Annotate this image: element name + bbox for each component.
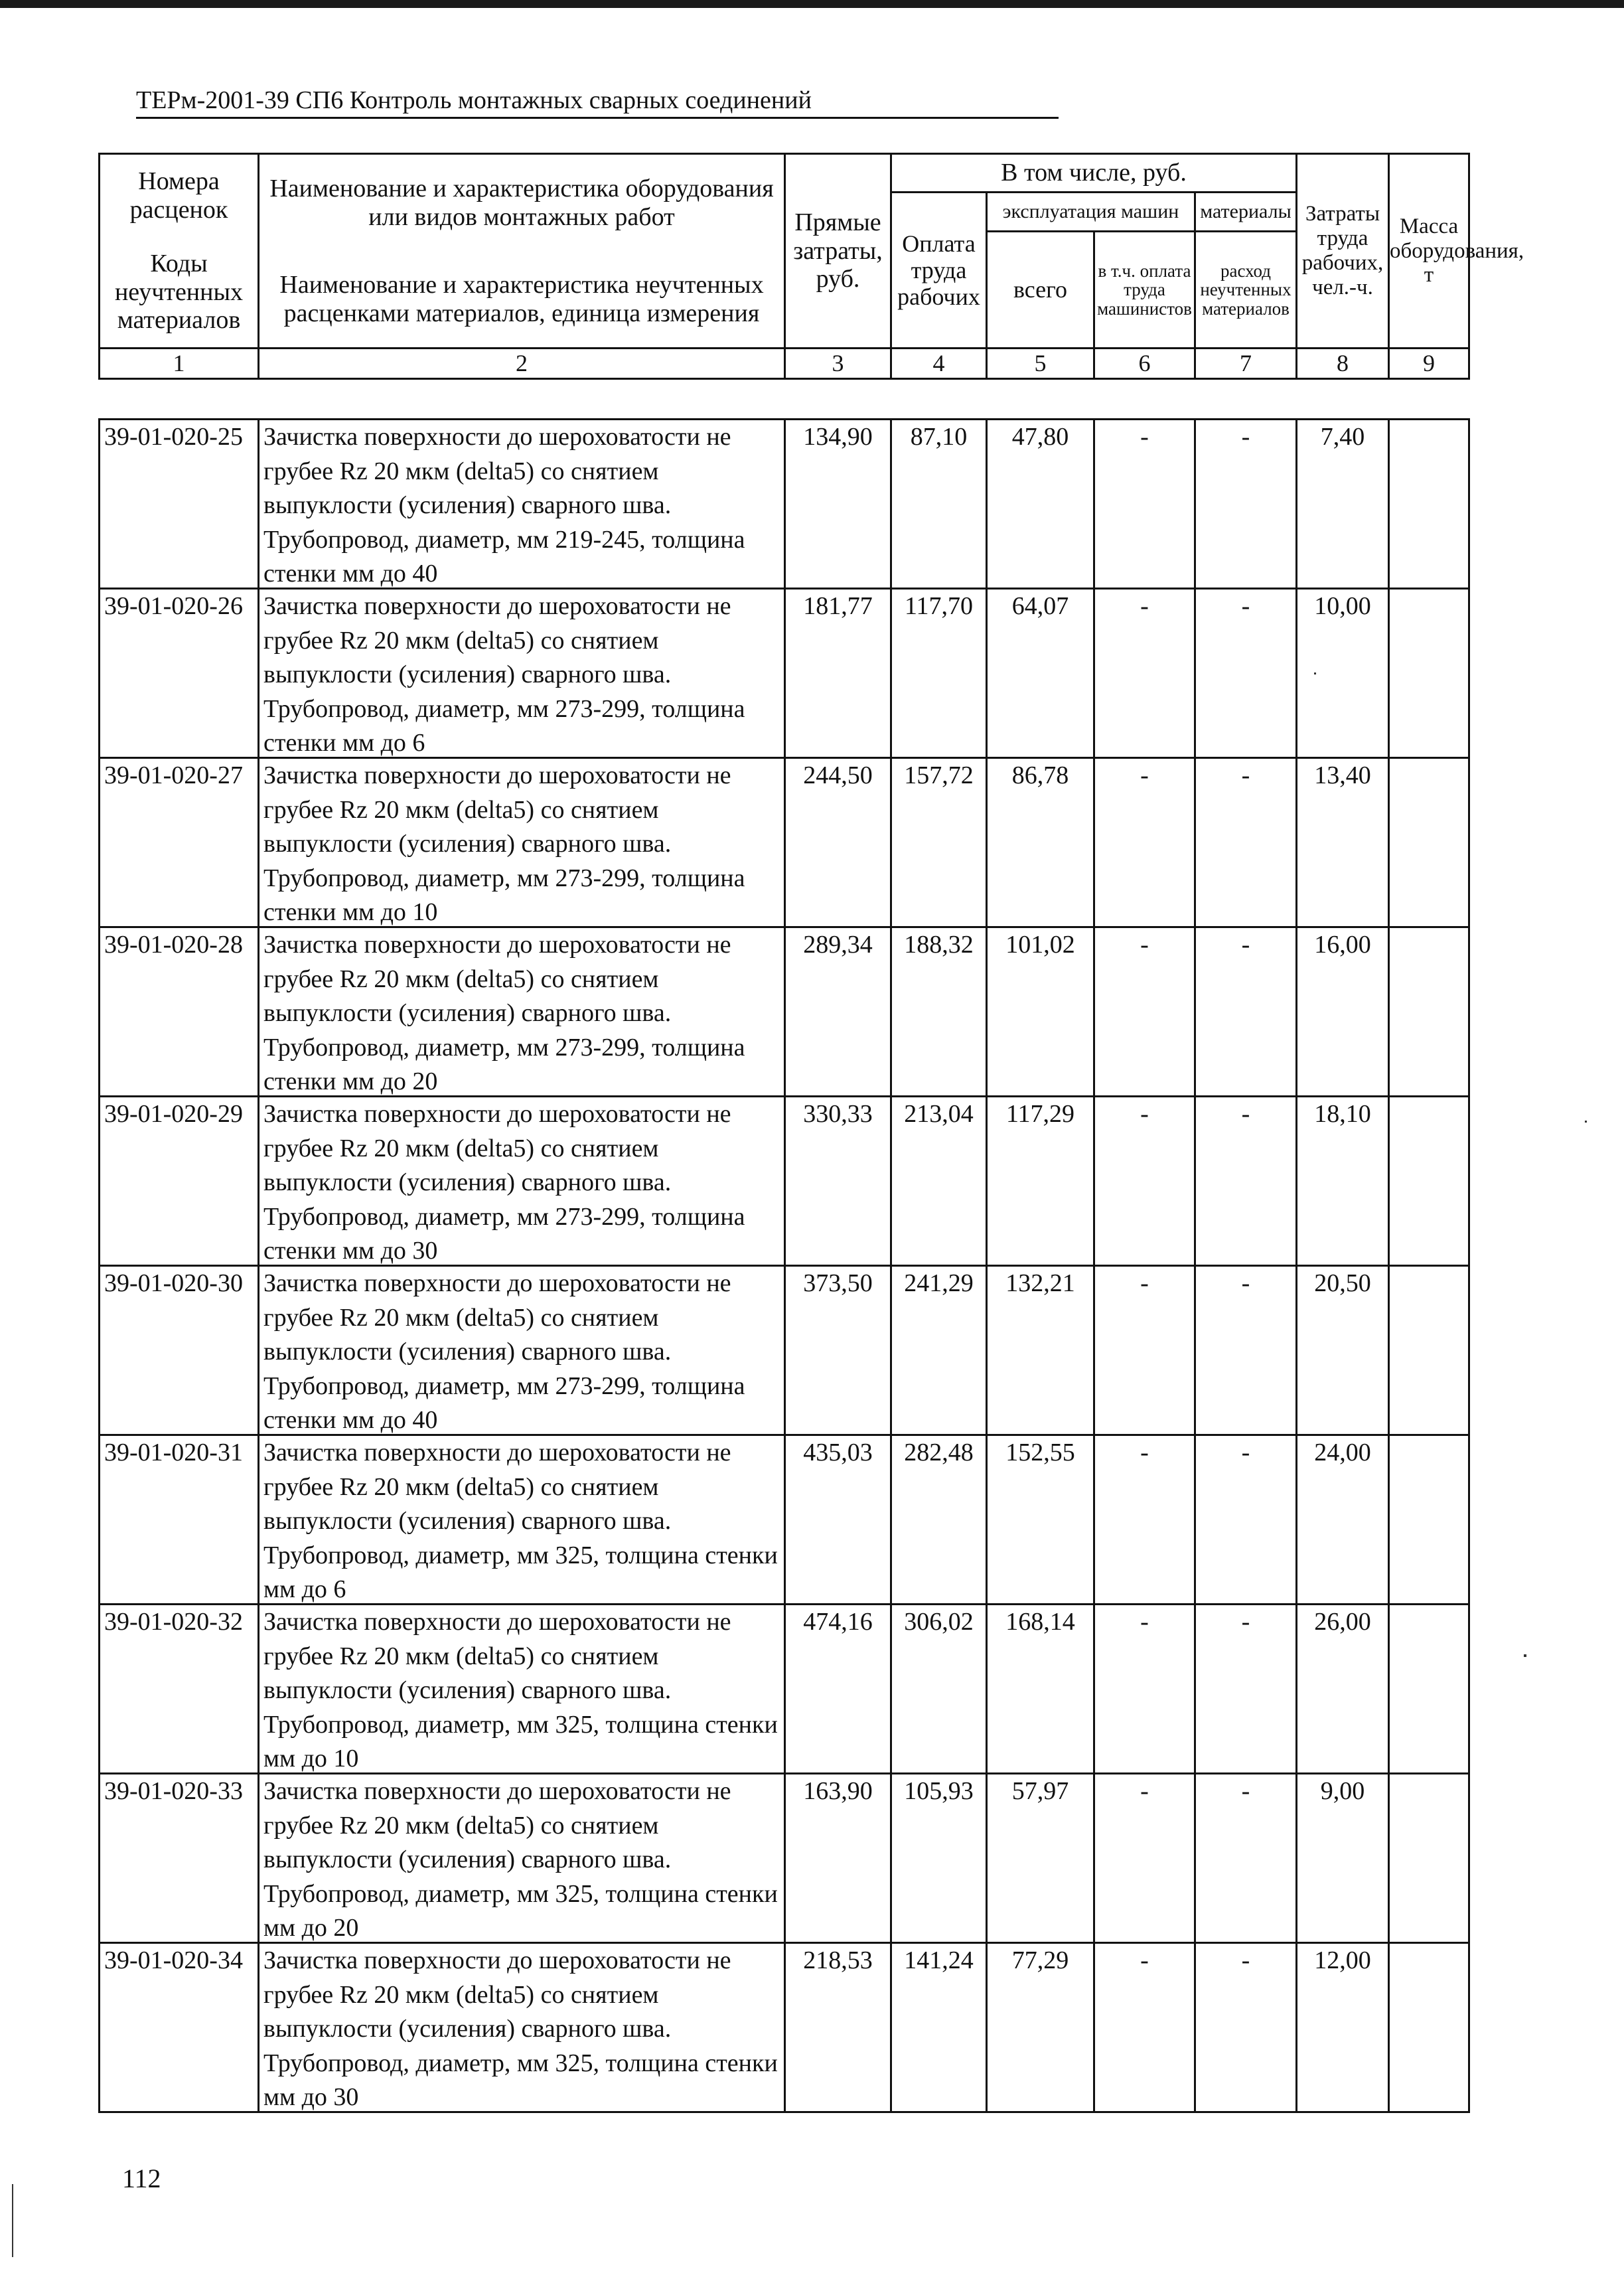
labor-hours-cell: 10,00 xyxy=(1297,589,1389,758)
header-col-3: Прямые затраты, руб. xyxy=(785,154,891,349)
rate-code-cell: 39-01-020-30 xyxy=(100,1266,259,1435)
rate-code-cell: 39-01-020-25 xyxy=(100,420,259,589)
machinist-wages-cell: - xyxy=(1094,1266,1195,1435)
direct-costs-cell: 244,50 xyxy=(785,758,891,927)
machine-costs-cell: 47,80 xyxy=(987,420,1094,589)
col-number-8: 8 xyxy=(1297,349,1389,379)
machine-costs-cell: 86,78 xyxy=(987,758,1094,927)
header-col-8: Затраты труда рабочих, чел.-ч. xyxy=(1297,154,1389,349)
machine-costs-cell: 152,55 xyxy=(987,1435,1094,1605)
equipment-mass-cell xyxy=(1389,1266,1469,1435)
rate-code-cell: 39-01-020-34 xyxy=(100,1943,259,2112)
equipment-mass-cell xyxy=(1389,1605,1469,1774)
rate-description-cell xyxy=(259,758,785,927)
labor-hours-cell: 9,00 xyxy=(1297,1774,1389,1943)
equipment-mass-cell xyxy=(1389,927,1469,1097)
unaccounted-materials-cell: - xyxy=(1195,1435,1297,1605)
direct-costs-cell: 181,77 xyxy=(785,589,891,758)
rates-table-body xyxy=(100,420,1469,2112)
col-number-6: 6 xyxy=(1094,349,1195,379)
direct-costs-cell: 134,90 xyxy=(785,420,891,589)
worker-wages-cell: 241,29 xyxy=(891,1266,987,1435)
table-row xyxy=(100,758,1469,927)
header-machines: эксплуатация машин xyxy=(987,193,1195,232)
rate-description-cell xyxy=(259,1605,785,1774)
col-number-1: 1 xyxy=(100,349,259,379)
table-header xyxy=(98,153,1524,380)
machine-costs-cell: 77,29 xyxy=(987,1943,1094,2112)
labor-hours-cell: 12,00 xyxy=(1297,1943,1389,2112)
table-row xyxy=(100,1097,1469,1266)
rate-description-cell xyxy=(259,1943,785,2112)
labor-hours-cell: 20,50 xyxy=(1297,1266,1389,1435)
col-number-2: 2 xyxy=(259,349,785,379)
rate-description-cell xyxy=(259,1266,785,1435)
header-col-9: Масса оборудования, т xyxy=(1389,154,1469,349)
labor-hours-cell: 26,00 xyxy=(1297,1605,1389,1774)
col-number-5: 5 xyxy=(987,349,1094,379)
direct-costs-cell: 163,90 xyxy=(785,1774,891,1943)
header-col-1-bottom: Коды неучтенных материалов xyxy=(114,250,244,335)
rate-description-text: Зачистка поверхности до шероховатости не грубее Rz 20 мкм (delta5) со снятием выпуклости (усиления) сварного шва. Трубопровод, диаметр, мм 273-299, толщина стенки мм до 20 xyxy=(263,931,745,1096)
worker-wages-cell: 157,72 xyxy=(891,758,987,927)
direct-costs-cell: 474,16 xyxy=(785,1605,891,1774)
equipment-mass-cell xyxy=(1389,1774,1469,1943)
scan-edge-mark xyxy=(12,2184,13,2257)
table-row xyxy=(100,1605,1469,1774)
page-number: 112 xyxy=(122,2163,161,2193)
labor-hours-cell: 16,00 xyxy=(1297,927,1389,1097)
equipment-mass-cell xyxy=(1389,1097,1469,1266)
rate-description-cell xyxy=(259,1435,785,1605)
header-col-4: Оплата труда рабочих xyxy=(891,193,987,349)
rate-description-text: Зачистка поверхности до шероховатости не грубее Rz 20 мкм (delta5) со снятием выпуклости (усиления) сварного шва. Трубопровод, диаметр, мм 273-299, толщина стенки мм до 10 xyxy=(263,761,745,927)
unaccounted-materials-cell: - xyxy=(1195,420,1297,589)
unaccounted-materials-cell: - xyxy=(1195,1774,1297,1943)
machinist-wages-cell: - xyxy=(1094,1943,1195,2112)
machinist-wages-cell: - xyxy=(1094,758,1195,927)
col-number-7: 7 xyxy=(1195,349,1297,379)
equipment-mass-cell xyxy=(1389,1435,1469,1605)
col-number-4: 4 xyxy=(891,349,987,379)
header-col-2-top: Наименование и характеристика оборудования или видов монтажных работ xyxy=(269,174,774,231)
equipment-mass-cell xyxy=(1389,758,1469,927)
machinist-wages-cell: - xyxy=(1094,589,1195,758)
rate-description-text: Зачистка поверхности до шероховатости не грубее Rz 20 мкм (delta5) со снятием выпуклости (усиления) сварного шва. Трубопровод, диаметр, мм 273-299, толщина стенки мм до 40 xyxy=(263,1269,745,1435)
table-row xyxy=(100,420,1469,589)
unaccounted-materials-cell: - xyxy=(1195,1097,1297,1266)
machinist-wages-cell: - xyxy=(1094,927,1195,1097)
direct-costs-cell: 435,03 xyxy=(785,1435,891,1605)
machine-costs-cell: 64,07 xyxy=(987,589,1094,758)
table-row xyxy=(100,1266,1469,1435)
worker-wages-cell: 306,02 xyxy=(891,1605,987,1774)
equipment-mass-cell xyxy=(1389,589,1469,758)
header-col-2-bottom: Наименование и характеристика неучтенных расценками материалов, единица измерения xyxy=(279,270,764,327)
machinist-wages-cell: - xyxy=(1094,420,1195,589)
rate-code-cell: 39-01-020-31 xyxy=(100,1435,259,1605)
machinist-wages-cell: - xyxy=(1094,1435,1195,1605)
header-group: В том числе, руб. xyxy=(891,154,1297,193)
unaccounted-materials-cell: - xyxy=(1195,1943,1297,2112)
unaccounted-materials-cell: - xyxy=(1195,927,1297,1097)
machinist-wages-cell: - xyxy=(1094,1605,1195,1774)
direct-costs-cell: 218,53 xyxy=(785,1943,891,2112)
unaccounted-materials-cell: - xyxy=(1195,589,1297,758)
page-title: ТЕРм-2001-39 СП6 Контроль монтажных сварных соединений xyxy=(136,84,1059,119)
direct-costs-cell: 289,34 xyxy=(785,927,891,1097)
worker-wages-cell: 117,70 xyxy=(891,589,987,758)
equipment-mass-cell xyxy=(1389,420,1469,589)
worker-wages-cell: 105,93 xyxy=(891,1774,987,1943)
machine-costs-cell: 132,21 xyxy=(987,1266,1094,1435)
header-materials: материалы xyxy=(1195,193,1297,232)
table-row xyxy=(100,1943,1469,2112)
col-number-3: 3 xyxy=(785,349,891,379)
direct-costs-cell: 330,33 xyxy=(785,1097,891,1266)
labor-hours-cell: 18,10 xyxy=(1297,1097,1389,1266)
rate-description-text: Зачистка поверхности до шероховатости не грубее Rz 20 мкм (delta5) со снятием выпуклости (усиления) сварного шва. Трубопровод, диаметр, мм 325, толщина стенки мм до 20 xyxy=(263,1777,778,1942)
rate-description-cell xyxy=(259,927,785,1097)
labor-hours-cell: 24,00 xyxy=(1297,1435,1389,1605)
unaccounted-materials-cell: - xyxy=(1195,1266,1297,1435)
rate-code-cell: 39-01-020-33 xyxy=(100,1774,259,1943)
header-col-5: всего xyxy=(987,232,1094,349)
worker-wages-cell: 188,32 xyxy=(891,927,987,1097)
table-row xyxy=(100,589,1469,758)
header-col-6: в т.ч. оплата труда машинистов xyxy=(1094,232,1195,349)
rate-code-cell: 39-01-020-28 xyxy=(100,927,259,1097)
rate-code-cell: 39-01-020-27 xyxy=(100,758,259,927)
rate-description-text: Зачистка поверхности до шероховатости не грубее Rz 20 мкм (delta5) со снятием выпуклости (усиления) сварного шва. Трубопровод, диаметр, мм 325, толщина стенки мм до 10 xyxy=(263,1608,778,1773)
scan-speck xyxy=(1314,672,1316,674)
table-row xyxy=(100,927,1469,1097)
header-col-7: расход неучтенных материалов xyxy=(1195,232,1297,349)
machinist-wages-cell: - xyxy=(1094,1097,1195,1266)
labor-hours-cell: 13,40 xyxy=(1297,758,1389,927)
worker-wages-cell: 213,04 xyxy=(891,1097,987,1266)
unaccounted-materials-cell: - xyxy=(1195,1605,1297,1774)
scan-speck xyxy=(1524,1654,1526,1657)
rate-description-cell xyxy=(259,1097,785,1266)
unaccounted-materials-cell: - xyxy=(1195,758,1297,927)
rate-description-text: Зачистка поверхности до шероховатости не грубее Rz 20 мкм (delta5) со снятием выпуклости (усиления) сварного шва. Трубопровод, диаметр, мм 273-299, толщина стенки мм до 30 xyxy=(263,1100,745,1265)
equipment-mass-cell xyxy=(1389,1943,1469,2112)
machine-costs-cell: 101,02 xyxy=(987,927,1094,1097)
rate-code-cell: 39-01-020-32 xyxy=(100,1605,259,1774)
header-col-2 xyxy=(259,154,785,349)
table-row xyxy=(100,1774,1469,1943)
rate-code-cell: 39-01-020-29 xyxy=(100,1097,259,1266)
header-col-1 xyxy=(100,154,259,349)
machine-costs-cell: 117,29 xyxy=(987,1097,1094,1266)
worker-wages-cell: 87,10 xyxy=(891,420,987,589)
scan-speck xyxy=(1585,1121,1587,1123)
rate-description-cell xyxy=(259,420,785,589)
header-col-1-top: Номера расценок xyxy=(129,167,228,224)
header-number-row xyxy=(100,349,1469,379)
rate-description-cell xyxy=(259,1774,785,1943)
table-row xyxy=(100,1435,1469,1605)
worker-wages-cell: 141,24 xyxy=(891,1943,987,2112)
col-number-9: 9 xyxy=(1389,349,1469,379)
rate-description-cell xyxy=(259,589,785,758)
machinist-wages-cell: - xyxy=(1094,1774,1195,1943)
rate-description-text: Зачистка поверхности до шероховатости не грубее Rz 20 мкм (delta5) со снятием выпуклости (усиления) сварного шва. Трубопровод, диаметр, мм 273-299, толщина стенки мм до 6 xyxy=(263,592,745,757)
worker-wages-cell: 282,48 xyxy=(891,1435,987,1605)
rates-table xyxy=(98,418,1470,2113)
rate-code-cell: 39-01-020-26 xyxy=(100,589,259,758)
rate-description-text: Зачистка поверхности до шероховатости не грубее Rz 20 мкм (delta5) со снятием выпуклости (усиления) сварного шва. Трубопровод, диаметр, мм 219-245, толщина стенки мм до 40 xyxy=(263,423,745,588)
rate-description-text: Зачистка поверхности до шероховатости не грубее Rz 20 мкм (delta5) со снятием выпуклости (усиления) сварного шва. Трубопровод, диаметр, мм 325, толщина стенки мм до 6 xyxy=(263,1439,778,1604)
scan-top-border xyxy=(0,0,1624,8)
machine-costs-cell: 168,14 xyxy=(987,1605,1094,1774)
rate-description-text: Зачистка поверхности до шероховатости не грубее Rz 20 мкм (delta5) со снятием выпуклости (усиления) сварного шва. Трубопровод, диаметр, мм 325, толщина стенки мм до 30 xyxy=(263,1946,778,2112)
direct-costs-cell: 373,50 xyxy=(785,1266,891,1435)
machine-costs-cell: 57,97 xyxy=(987,1774,1094,1943)
labor-hours-cell: 7,40 xyxy=(1297,420,1389,589)
